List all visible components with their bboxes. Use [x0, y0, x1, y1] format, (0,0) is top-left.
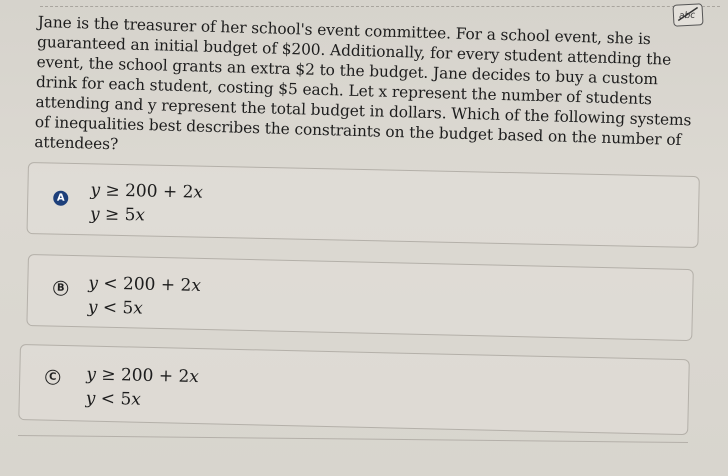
choice-letter-badge: A [53, 191, 68, 206]
svg-text:abc: abc [678, 10, 696, 22]
answer-choice-b[interactable] [26, 254, 693, 341]
answer-choice-a[interactable] [26, 162, 699, 248]
choice-b-inequality-2: y < 5x [87, 297, 144, 319]
choice-c-inequality-2: y < 5x [85, 388, 142, 410]
answer-choice-c[interactable] [18, 344, 690, 435]
choice-letter-badge: C [45, 370, 60, 385]
choice-a-inequality-2: y ≥ 5x [89, 204, 146, 226]
question-text: Jane is the treasurer of her school's event committee. For a school event, she is guaranteed an initial budget of $200. Additionally, for every student attending the event, the school grants an extra $2 to the budget. Jane decides to buy a custom drink for each student, costing $5 each. Let x represent the number of students attending and y represent the total budget in dollars. Which of the following systems of inequalities best describes the constraints on the budget based on the number of attendees? [34, 12, 692, 154]
strikethrough-icon[interactable] [672, 3, 703, 27]
choice-b-inequality-1: y < 200 + 2x [88, 273, 202, 296]
choice-a-inequality-1: y ≥ 200 + 2x [90, 180, 204, 203]
choice-c-inequality-1: y ≥ 200 + 2x [86, 364, 200, 388]
choice-letter-badge: B [53, 281, 68, 296]
bottom-divider [18, 435, 688, 443]
top-divider [40, 6, 720, 7]
